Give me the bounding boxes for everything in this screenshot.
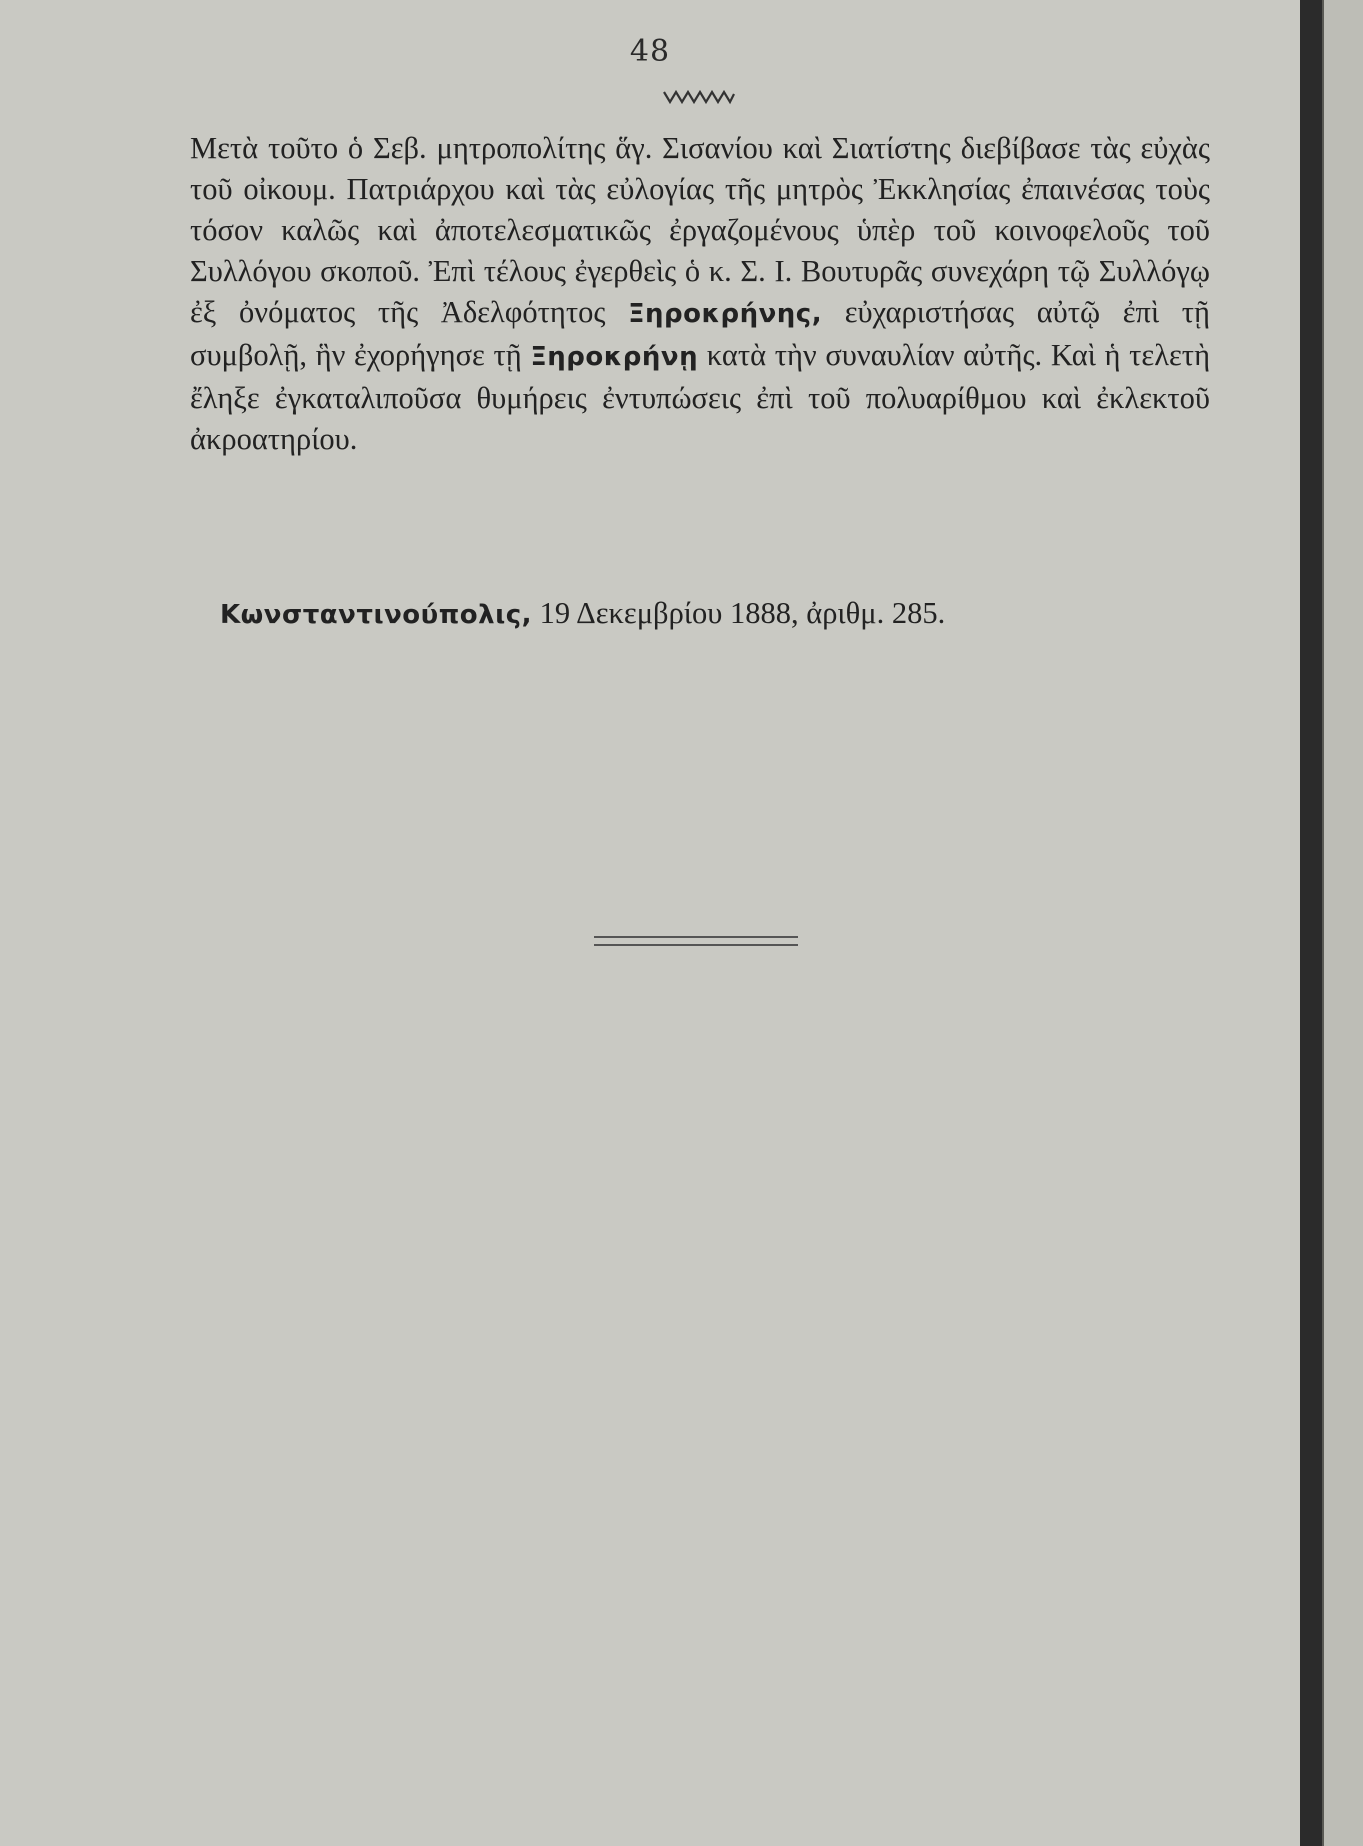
paragraph-segment-2: εὐχαριστήσας αὐτῷ ἐπὶ τῇ συμβολῇ, ἣν ἐχορήγησε τῇ <box>190 295 1210 372</box>
dateline-place: Κωνσταντινούπολις, <box>220 600 533 630</box>
ornament-icon <box>662 86 736 106</box>
paragraph-segment-1: Μετὰ τοῦτο ὁ Σεβ. μητροπολίτης ἅγ. Σισανίου καὶ Σιατίστης διεβίβασε τὰς εὐχὰς τοῦ οἰκουμ. Πατριάρχου καὶ τὰς εὐλογίας τῆς μητρὸς Ἐκκλησίας ἐπαινέσας τοὺς τόσον καλῶς καὶ ἀποτελεσματικῶς ἐργαζομένους ὑπὲρ τοῦ κοινοφελοῦς τοῦ Συλλόγου σκοποῦ. Ἐπὶ τέλους ἐγερθεὶς ὁ κ. Σ. Ι. Βουτυρᾶς συνεχάρη τῷ Συλλόγῳ ἐξ ὀνόματος τῆς Ἀδελφότητος <box>190 131 1210 329</box>
body-paragraph <box>190 128 1210 460</box>
next-page-edge <box>1322 0 1363 1846</box>
paragraph-segment-3: κατὰ τὴν συναυλίαν αὐτῆς. Καὶ ἡ τελετὴ ἔληξε ἐγκαταλιποῦσα θυμήρεις ἐντυπώσεις ἐπὶ τοῦ πολυαρίθμου καὶ ἐκλεκτοῦ ἀκροατηρίου. <box>190 338 1211 456</box>
dateline <box>220 596 1220 631</box>
bold-name-xirokrini-dative: Ξηροκρήνῃ <box>530 342 699 372</box>
book-spine-shadow <box>1300 0 1322 1846</box>
double-rule-divider <box>594 936 798 946</box>
dateline-date: 19 Δεκεμβρίου 1888, ἀριθμ. 285. <box>539 596 946 630</box>
page-number: 48 <box>629 34 671 69</box>
bold-name-xirokrini: Ξηροκρήνης, <box>628 299 823 329</box>
